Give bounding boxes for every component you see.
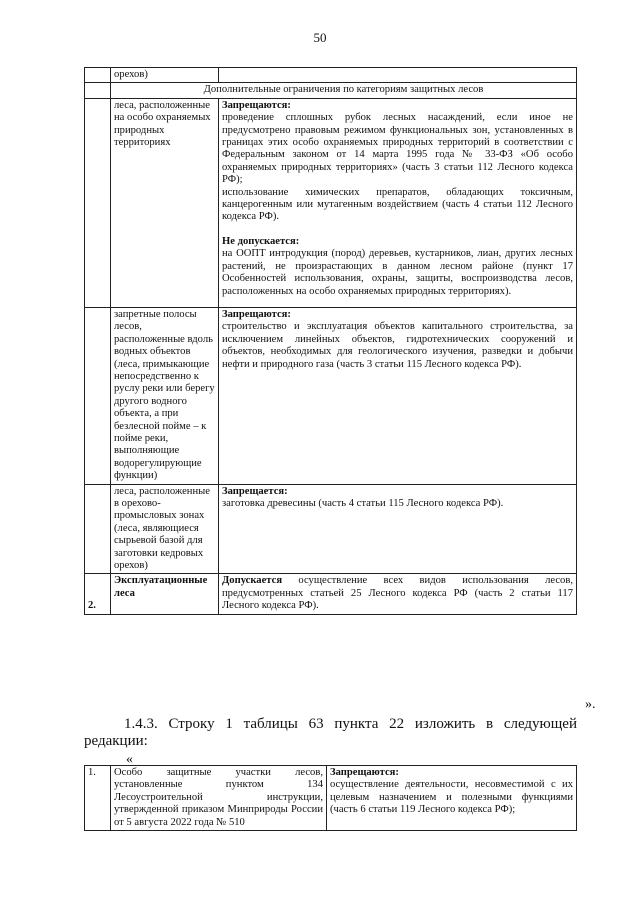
page-number: 50: [313, 30, 327, 45]
rule-cell: [219, 307, 577, 484]
amendment-paragraph: 1.4.3. Строку 1 таблицы 63 пункта 22 изложить в следующей редакции:: [84, 716, 577, 749]
rule-heading: Не допускается:: [222, 235, 300, 247]
category-cell: запретные полосы лесов, расположенные вдоль водных объектов (леса, примыкающие непосредственно к руслу реки или берегу другого водного объекта, а при безлесной пойме – к пойме реки, выполняющие водорегулирующие функции): [111, 307, 219, 484]
table-row: [85, 574, 577, 614]
category-cell: Эксплуатационные леса: [111, 574, 219, 614]
restrictions-table: [84, 67, 577, 615]
rule-text: использование химических препаратов, обладающих токсичным, канцерогенным или мутагенным воздействием (часть 4 статьи 112 Лесного кодекса РФ).: [222, 186, 573, 223]
rule-cell: [219, 574, 577, 614]
row-number: 2.: [85, 574, 111, 614]
category-cell: леса, расположенные на особо охраняемых природных территориях: [111, 98, 219, 307]
rule-heading: Запрещаются:: [330, 767, 399, 778]
rule-cell: [219, 98, 577, 307]
rule-text: строительство и эксплуатация объектов капитального строительства, за исключением линейных объектов, гидротехнических сооружений и объектов, необходимых для геологического изучения, разведки и добычи нефти и природного газа (часть 3 статьи 115 Лесного кодекса РФ).: [222, 321, 573, 370]
amendment-table: [84, 765, 577, 831]
closing-quote: ».: [585, 697, 596, 712]
rule-cell: [327, 766, 577, 831]
table-row: [85, 766, 577, 831]
row-number: 1.: [85, 766, 111, 831]
section-header-row: [85, 83, 577, 98]
rule-text: на ООПТ интродукция (пород) деревьев, кустарников, лиан, других лесных растений, не произрастающих в данном лесном районе (пункт 17 Особенностей использования, охраны, защиты, воспроизводства лесов, расположенных на особо охраняемых природных территориях).: [222, 248, 573, 297]
rule-heading: Запрещается:: [222, 485, 288, 497]
rule-text: проведение сплошных рубок лесных насаждений, если иное не предусмотрено правовым режимом функциональных зон, установленных в границах этих особо охраняемых природных территорий в соответствии с Федеральным законом от 14 марта 1995 года № 33-ФЗ «Об особо охраняемых природных территориях» (часть 3 статьи 112 Лесного кодекса РФ);: [222, 112, 573, 186]
rule-lead: Допускается: [222, 575, 283, 587]
table-row: [85, 307, 577, 484]
section-header: Дополнительные ограничения по категориям защитных лесов: [111, 83, 577, 98]
rule-text: осуществление всех видов использования лесов, предусмотренных статьей 25 Лесного кодекса РФ (часть 2 статьи 117 Лесного кодекса РФ).: [222, 575, 573, 612]
rule-text: осуществление деятельности, несовместимой с их целевым назначением и полезными функциями (часть 6 статьи 119 Лесного кодекса РФ);: [330, 779, 573, 816]
rule-cell: [219, 484, 577, 574]
table-row: [85, 98, 577, 307]
rule-heading: Запрещаются:: [222, 308, 291, 320]
category-cell: Особо защитные участки лесов, установленные пунктом 134 Лесоустроительной инструкции, утвержденной приказом Минприроды России от 5 августа 2022 года № 510: [111, 766, 327, 831]
table-row: [85, 68, 577, 83]
rule-heading: Запрещаются:: [222, 99, 291, 111]
rule-text: заготовка древесины (часть 4 статьи 115 Лесного кодекса РФ).: [222, 498, 504, 509]
category-cell: орехов): [111, 68, 219, 83]
category-cell: леса, расположенные в орехово-промысловых зонах (леса, являющиеся сырьевой базой для заготовки кедровых орехов): [111, 484, 219, 574]
opening-quote: «: [126, 752, 133, 767]
table-row: [85, 484, 577, 574]
